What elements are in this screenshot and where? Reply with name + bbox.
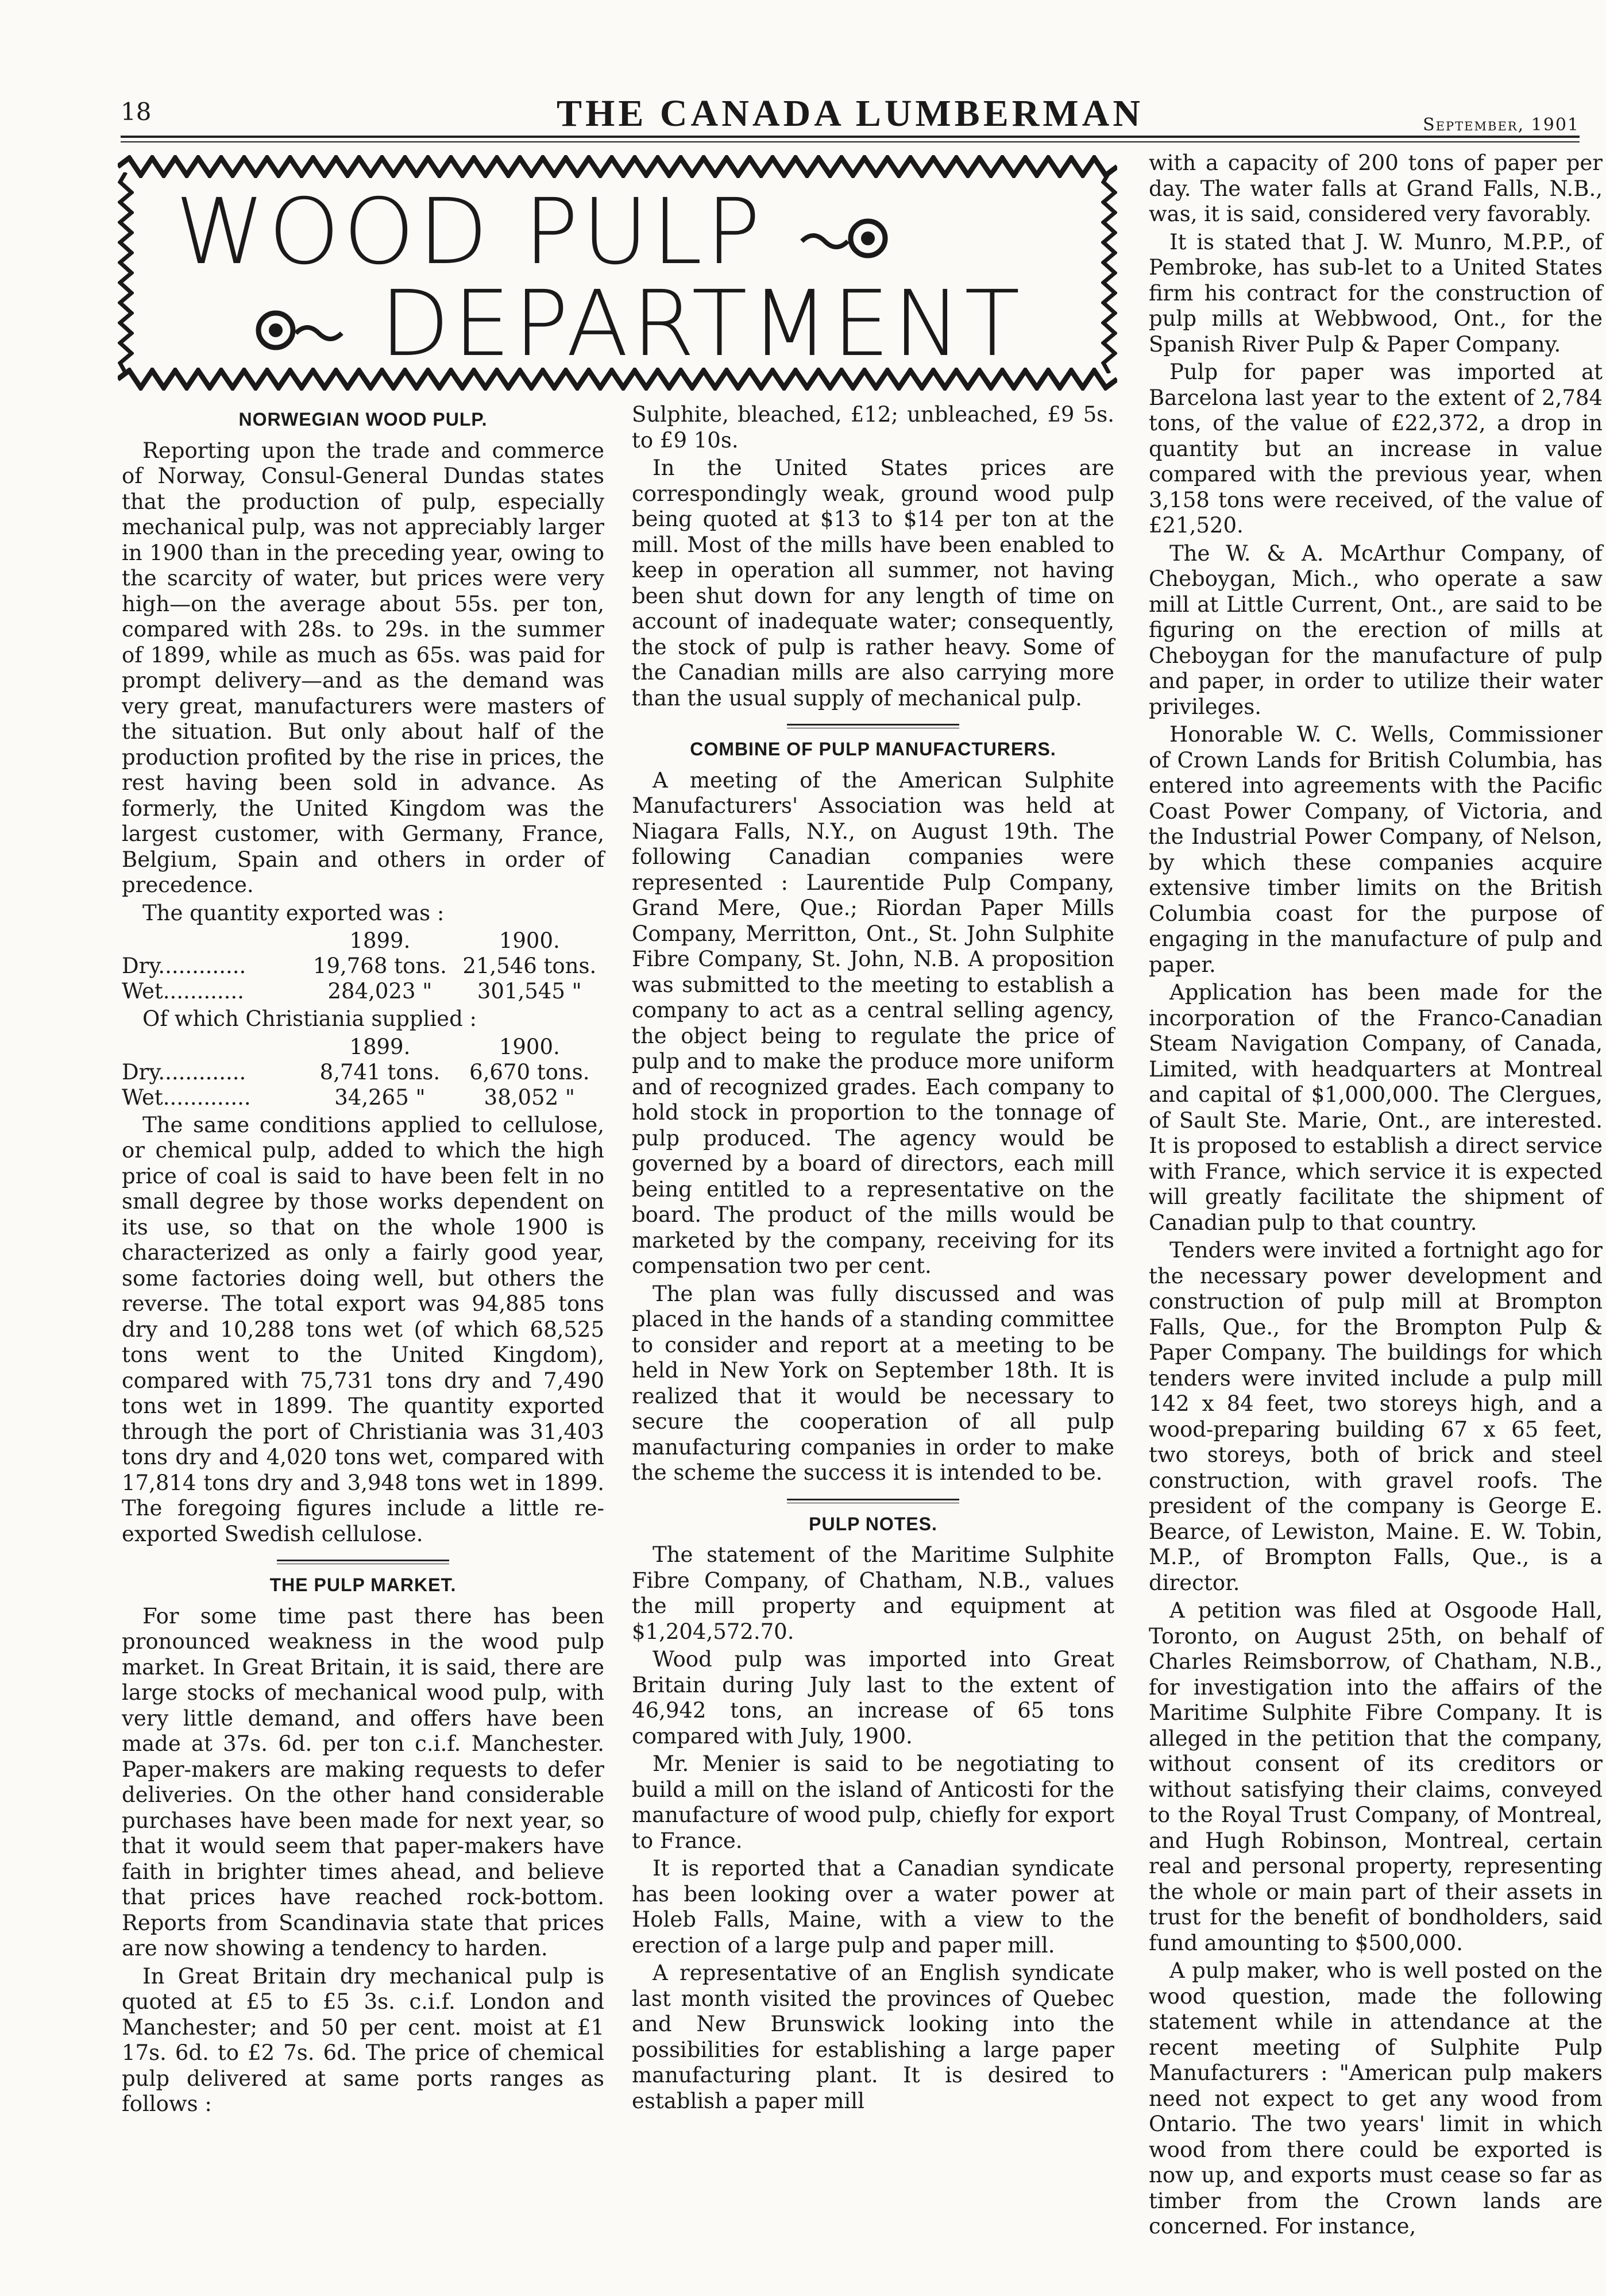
table-cell: 6,670 tons. bbox=[469, 1059, 590, 1085]
article-paragraph: It is reported that a Canadian syndicate has been looking over a water power at Holeb Falls, Maine, with a view to the erection of a large pulp and paper mill. bbox=[632, 1856, 1114, 1958]
section-divider bbox=[277, 1560, 449, 1564]
export-table bbox=[122, 928, 604, 1004]
masthead: THE CANADA LUMBERMAN bbox=[556, 92, 1144, 134]
row-label: Dry............. bbox=[122, 1059, 246, 1085]
table-cell: 301,545 " bbox=[477, 979, 582, 1004]
article-paragraph: The W. & A. McArthur Company, of Cheboygan, Mich., who operate a saw mill at Little Current, Ont., are said to be figuring on the erection of mills at Cheboygan for the manufacture of pulp and paper, in order to utilize their water privileges. bbox=[1149, 541, 1603, 719]
page-number: 18 bbox=[121, 98, 152, 126]
header-rule-thin bbox=[121, 141, 1580, 142]
row-label: Wet............ bbox=[122, 979, 244, 1004]
banner-border-left bbox=[118, 172, 134, 373]
column-2 bbox=[632, 402, 1114, 2116]
banner-title-line2 bbox=[250, 271, 1024, 377]
banner-word-wood-pulp: WOOD PULP bbox=[175, 179, 765, 285]
headline-pulp-market: THE PULP MARKET. bbox=[269, 1575, 457, 1595]
article-paragraph: A meeting of the American Sulphite Manufacturers' Association was held at Niagara Falls, N.Y., on August 19th. The following Canadian companies were represented : Laurentide Pulp Company, Grand Mere, Que.; Riordan Paper Mills Company, Merritton, Ont., St. John Sulphite Fibre Company, St. John, N.B. A proposition was submitted to the meeting to establish a company to act as a central selling agency, the object being to regulate the price of pulp and to make the produce more uniform and of recognized grades. Each company to hold stock in proportion to the tonnage of pulp produced. The agency would be governed by a board of directors, each mill being entitled to a representative on the board. The product of the mills would be marketed by the company, receiving for its compensation two per cent. bbox=[632, 767, 1114, 1278]
headline-norwegian-wood-pulp: NORWEGIAN WOOD PULP. bbox=[238, 409, 488, 430]
table-cell: 19,768 tons. bbox=[312, 954, 447, 978]
year-header: 1900. bbox=[499, 1034, 560, 1059]
article-paragraph: Honorable W. C. Wells, Commissioner of Crown Lands for British Columbia, has entered into agreements with the Pacific Coast Power Company, of Victoria, and the Industrial Power Company, of Nelson, by which these companies acquire extensive timber limits on the British Columbia coast for the purpose of engaging in the manufacture of pulp and paper. bbox=[1149, 722, 1603, 977]
article-paragraph: A representative of an English syndicate last month visited the provinces of Quebec and New Brunswick looking into the possibilities for establishing a large paper manufacturing plant. It is desired to establish a paper mill bbox=[632, 1961, 1114, 2113]
article-paragraph: Reporting upon the trade and commerce of Norway, Consul-General Dundas states that the production of pulp, especially mechanical pulp, was not appreciably larger in 1900 than in the preceding year, owing to the scarcity of water, but prices were very high—on the average about 55s. per ton, compared with 28s. to 29s. in the summer of 1899, while as much as 65s. was paid for prompt delivery—and as the demand was very great, manufacturers were masters of the situation. But only about half of the production profited by the rise in prices, the rest having been sold in advance. As formerly, the United Kingdom was the largest customer, with Germany, France, Belgium, Spain and others in order of precedence. bbox=[122, 438, 604, 897]
header-rule bbox=[121, 136, 1580, 138]
article-paragraph: The quantity exported was : bbox=[142, 900, 445, 925]
article-paragraph: It is stated that J. W. Munro, M.P.P., of Pembroke, has sub-let to a United States firm his contract for the construction of pulp mills at Webbwood, Ont., for the Spanish River Pulp & Paper Company. bbox=[1149, 229, 1603, 357]
column-1 bbox=[122, 402, 604, 2120]
article-paragraph: Of which Christiania supplied : bbox=[142, 1006, 477, 1031]
article-paragraph: with a capacity of 200 tons of paper per day. The water falls at Grand Falls, N.B., was, it is said, considered very favorably. bbox=[1149, 151, 1603, 226]
banner-border-top bbox=[118, 155, 1117, 178]
article-paragraph: Application has been made for the incorporation of the Franco-Canadian Steam Navigation Company, of Canada, Limited, with headquarters at Montreal and capital of $1,000,000. The Clergues, of Sault Ste. Marie, Ont., are interested. It is proposed to establish a direct service with France, which service it is expected will greatly facilitate the shipment of Canadian pulp to that country. bbox=[1149, 980, 1603, 1235]
swirl-ornament-icon bbox=[796, 207, 894, 270]
year-header: 1899. bbox=[349, 1034, 411, 1059]
table-cell: 21,546 tons. bbox=[462, 954, 597, 978]
dateline: September, 1901 bbox=[1423, 115, 1580, 135]
headline-pulp-notes: PULP NOTES. bbox=[809, 1513, 937, 1534]
year-header: 1899. bbox=[349, 928, 411, 953]
article-paragraph: The same conditions applied to cellulose, or chemical pulp, added to which the high price of coal is said to have been felt in no small degree by those works dependent on its use, so that on the whole 1900 is characterized as only a fairly good year, some factories doing well, but others the reverse. The total export was 94,885 tons dry and 10,288 tons wet (of which 68,525 tons went to the United Kingdom), compared with 75,731 tons dry and 7,490 tons wet in 1899. The quantity exported through the port of Christiania was 31,403 tons dry and 4,020 tons wet, compared with 17,814 tons dry and 3,948 tons wet in 1899. The foregoing figures include a little re-exported Swedish cellulose. bbox=[122, 1112, 604, 1546]
banner-word-department: DEPARTMENT bbox=[380, 271, 1024, 377]
article-paragraph: In Great Britain dry mechanical pulp is quoted at £5 to £5 3s. c.i.f. London and Manchester; and 50 per cent. moist at £1 17s. 6d. to £2 7s. 6d. The price of chemical pulp delivered at same ports ranges as follows : bbox=[122, 1963, 604, 2116]
section-divider bbox=[787, 1499, 959, 1503]
table-cell: 34,265 " bbox=[334, 1085, 426, 1110]
page-header bbox=[121, 92, 1580, 138]
table-cell: 284,023 " bbox=[327, 979, 433, 1004]
swirl-ornament-icon bbox=[250, 299, 348, 362]
article-paragraph: Tenders were invited a fortnight ago for the necessary power development and construction of pulp mill at Brompton Falls, Que., for the Brompton Pulp & Paper Company. The buildings for which tenders were invited include a pulp mill 142 x 84 feet, two storeys high, and a wood-preparing building 67 x 65 feet, two storeys, both of brick and steel construction, with gravel roofs. The president of the company is George E. Bearce, of Lewiston, Maine. E. W. Tobin, M.P., of Brompton Falls, Que., is a director. bbox=[1149, 1238, 1603, 1595]
christiania-table bbox=[122, 1035, 604, 1110]
article-paragraph: The plan was fully discussed and was placed in the hands of a standing committee to consider and report at a meeting to be held in New York on September 18th. It is realized that it would be necessary to secure the cooperation of all pulp manufacturing companies in order to make the scheme the success it is intended to be. bbox=[632, 1281, 1114, 1485]
department-banner bbox=[118, 155, 1117, 391]
article-paragraph: The statement of the Maritime Sulphite Fibre Company, of Chatham, N.B., values the mill property and equipment at $1,204,572.70. bbox=[632, 1542, 1114, 1644]
column-3 bbox=[1149, 151, 1603, 2242]
row-label: Dry............. bbox=[122, 954, 246, 978]
year-header: 1900. bbox=[499, 928, 560, 953]
article-paragraph: In the United States prices are correspondingly weak, ground wood pulp being quoted at $13 to $14 per ton at the mill. Most of the mills have been enabled to keep in operation all summer, not having been shut down for any length of time on account of inadequate water; consequently, the stock of pulp is rather heavy. Some of the Canadian mills are also carrying more than the usual supply of mechanical pulp. bbox=[632, 456, 1114, 711]
article-paragraph: Sulphite, bleached, £12; unbleached, £9 5s. to £9 10s. bbox=[632, 402, 1114, 453]
headline-combine: COMBINE OF PULP MANUFACTURERS. bbox=[690, 739, 1056, 759]
article-paragraph: A pulp maker, who is well posted on the wood question, made the following statement while in attendance at the recent meeting of Sulphite Pulp Manufacturers : "American pulp makers need not expect to get any wood from Ontario. The two years' limit in which wood from there could be exported is now up, and exports must cease so far as timber from the Crown lands are concerned. For instance, bbox=[1149, 1958, 1603, 2239]
article-paragraph: Pulp for paper was imported at Barcelona last year to the extent of 2,784 tons, of the value of £22,372, a drop in quantity but an increase in value compared with the previous year, when 3,158 tons were received, of the value of £21,520. bbox=[1149, 360, 1603, 538]
article-paragraph: A petition was filed at Osgoode Hall, Toronto, on August 25th, on behalf of Charles Reimsborrow, of Chatham, N.B., for investigation into the affairs of the Maritime Sulphite Fibre Company. It is alleged in the petition that the company, without consent of its creditors or without satisfying their claims, conveyed to the Royal Trust Company, of Montreal, and Hugh Robinson, Montreal, certain real and personal property, representing the whole or main part of their assets in trust for the benefit of bondholders, said fund amounting to $500,000. bbox=[1149, 1598, 1603, 1955]
article-paragraph: For some time past there has been pronounced weakness in the wood pulp market. In Great Britain, it is said, there are large stocks of mechanical wood pulp, with very little demand, and offers have been made at 37s. 6d. per ton c.i.f. Manchester. Paper-makers are making requests to defer deliveries. On the other hand considerable purchases have been made for next year, so that it would seem that paper-makers have faith in brighter times ahead, and believe that prices have reached rock-bottom. Reports from Scandinavia state that prices are now showing a tendency to harden. bbox=[122, 1603, 604, 1961]
article-paragraph: Mr. Menier is said to be negotiating to build a mill on the island of Anticosti for the manufacture of wood pulp, chiefly for export to France. bbox=[632, 1751, 1114, 1853]
table-cell: 38,052 " bbox=[484, 1085, 575, 1110]
article-paragraph: Wood pulp was imported into Great Britain during July last to the extent of 46,942 tons, an increase of 65 tons compared with July, 1900. bbox=[632, 1647, 1114, 1749]
section-divider bbox=[787, 724, 959, 728]
banner-title-line1 bbox=[175, 179, 894, 285]
row-label: Wet............. bbox=[122, 1085, 251, 1110]
table-cell: 8,741 tons. bbox=[319, 1059, 441, 1085]
banner-border-right bbox=[1101, 172, 1117, 373]
